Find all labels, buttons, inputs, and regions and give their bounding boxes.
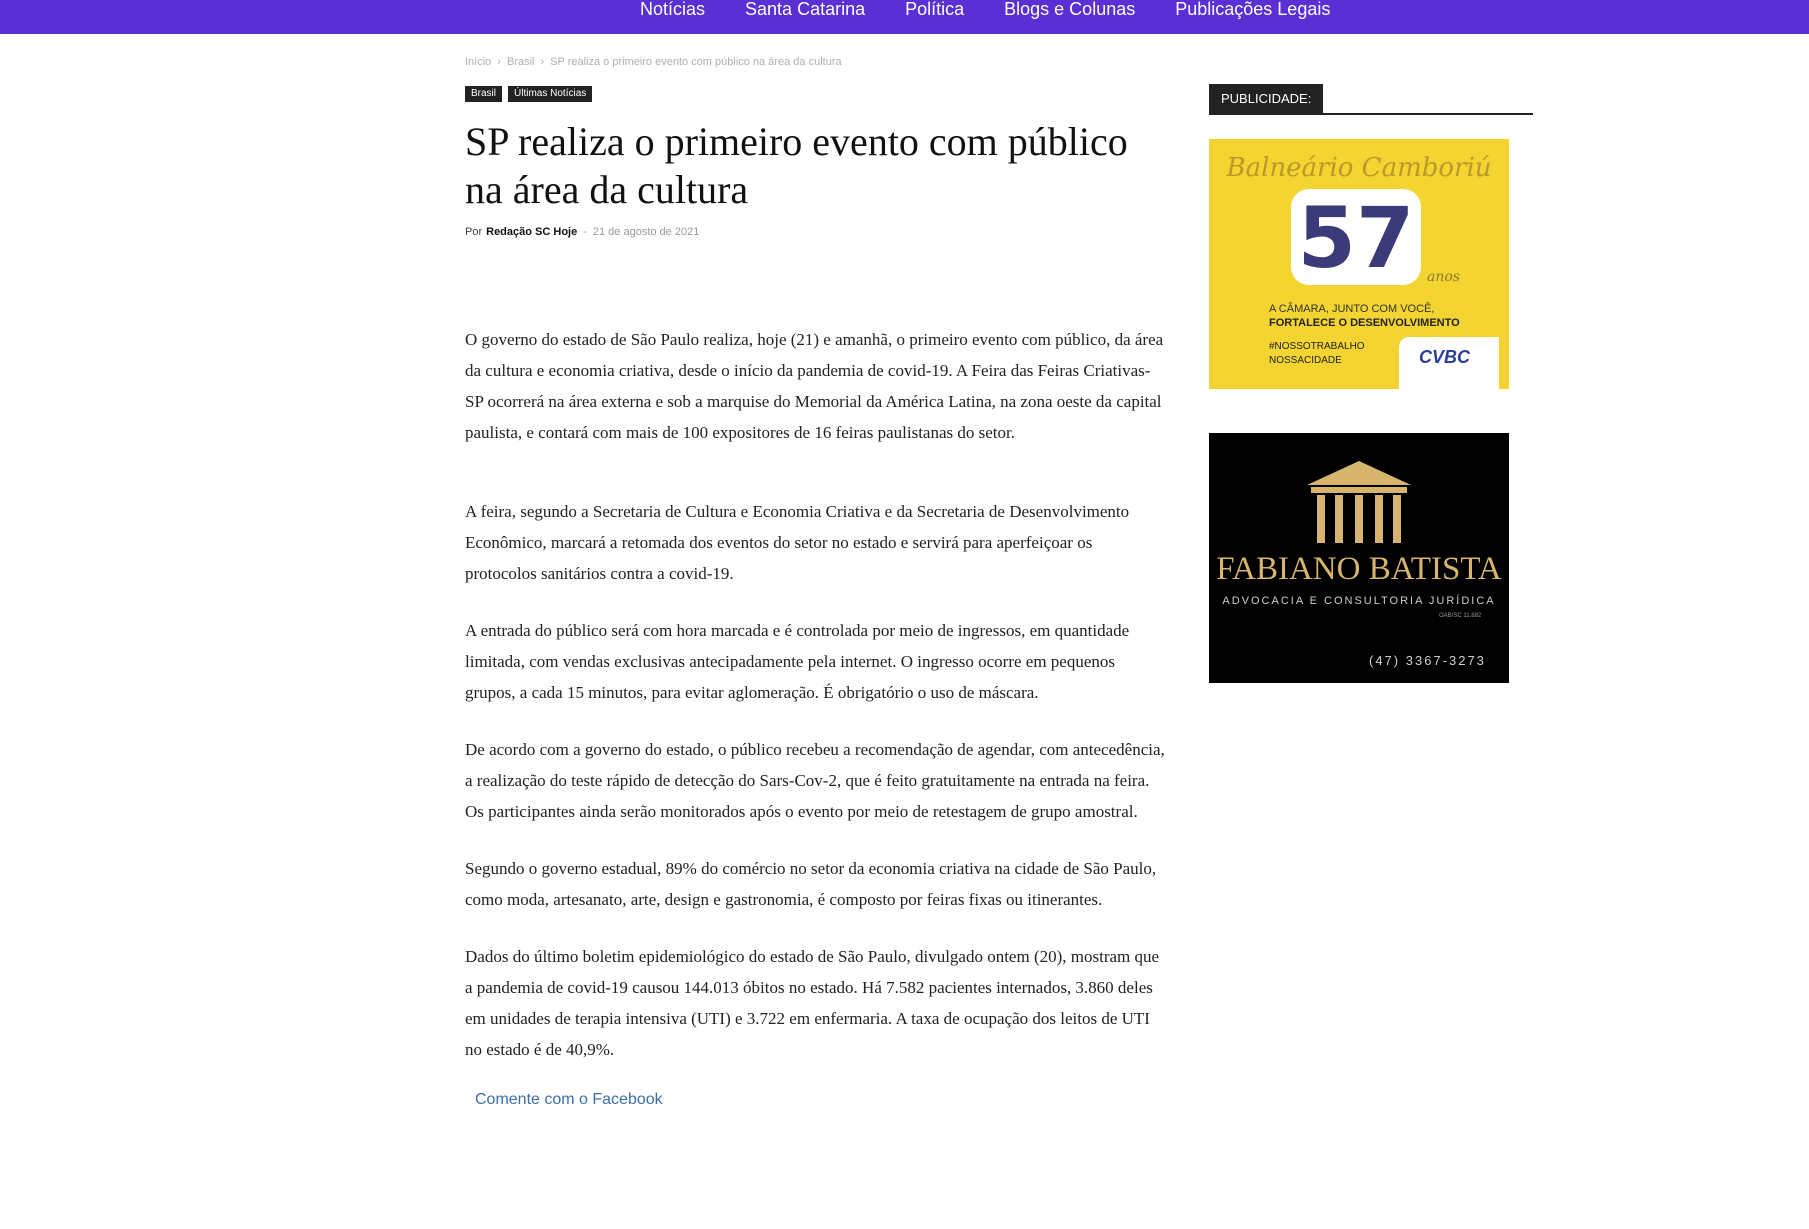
facebook-comments-link[interactable]: Comente com o Facebook <box>475 1091 663 1108</box>
category-tags <box>465 86 1165 102</box>
breadcrumb <box>465 56 1165 72</box>
cvbc-logo <box>1399 337 1499 389</box>
nav-item-santa-catarina[interactable]: Santa Catarina <box>745 0 866 19</box>
ad-fabiano-batista[interactable] <box>1209 433 1509 683</box>
page-title: SP realiza o primeiro evento com público na área da cultura <box>465 119 1128 212</box>
nav-item-noticias[interactable]: Notícias <box>640 0 706 19</box>
article-paragraph: Dados do último boletim epidemiológico do estado de São Paulo, divulgado ontem (20), mostram que a pandemia de covid-19 causou 144.013 óbitos no estado. Há 7.582 pacientes internados, 3.860 deles em unidades de terapia intensiva (UTI) e 3.722 em enfermaria. A taxa de ocupação dos leitos de UTI no estado é de 40,9%. <box>465 947 1160 1059</box>
tag-ultimas-noticias[interactable]: Últimas Notícias <box>508 86 592 102</box>
article-paragraph: A feira, segundo a Secretaria de Cultura e Economia Criativa e da Secretaria de Desenvolvimento Econômico, marcará a retomada dos eventos do setor no estado e servirá para aperfeiçoar os protocolos sanitários contra a covid-19. <box>465 502 1130 583</box>
ad1-line3: #NOSSOTRABALHO <box>1269 341 1365 352</box>
nav-item-blogs-colunas[interactable]: Blogs e Colunas <box>1004 0 1136 19</box>
breadcrumb-separator: › <box>497 56 501 68</box>
article-paragraph: Segundo o governo estadual, 89% do comércio no setor da economia criativa na cidade de São Paulo, como moda, artesanato, arte, design e gastronomia, é composto por feiras fixas ou itinerantes. <box>465 859 1157 909</box>
author-link[interactable]: Redação SC Hoje <box>486 226 578 238</box>
publicidade-label: PUBLICIDADE: <box>1209 84 1323 113</box>
publish-date: 21 de agosto de 2021 <box>592 226 700 238</box>
breadcrumb-home[interactable]: Início <box>465 56 492 68</box>
nav-item-politica[interactable]: Política <box>905 0 965 19</box>
nav-menu <box>640 0 1330 20</box>
top-nav <box>0 0 1809 34</box>
byline-prefix: Por <box>465 226 483 238</box>
ad2-subtitle: ADVOCACIA E CONSULTORIA JURÍDICA <box>1222 595 1496 607</box>
ad1-line4: NOSSACIDADE <box>1269 355 1342 366</box>
ad2-phone: (47) 3367-3273 <box>1369 653 1486 668</box>
ad2-oab: OAB/SC 11.882 <box>1439 613 1482 619</box>
sidebar <box>1209 84 1533 683</box>
ad2-name: FABIANO BATISTA <box>1216 551 1502 587</box>
temple-icon <box>1305 459 1413 547</box>
breadcrumb-section[interactable]: Brasil <box>506 56 535 68</box>
article-paragraph: De acordo com a governo do estado, o público recebeu a recomendação de agendar, com antecedência, a realização do teste rápido de detecção do Sars-Cov-2, que é feito gratuitamente na entrada na feira. Os participantes ainda serão monitorados após o evento por meio de retestagem de grupo amostral. <box>465 740 1165 821</box>
ad1-line1: A CÂMARA, JUNTO COM VOCÊ, <box>1269 303 1435 315</box>
byline <box>465 226 1165 238</box>
ad1-line2: FORTALECE O DESENVOLVIMENTO <box>1269 317 1460 329</box>
breadcrumb-separator: › <box>540 56 545 68</box>
byline-dash: - <box>583 226 587 238</box>
breadcrumb-current: SP realiza o primeiro evento com público na área da cultura <box>550 56 842 68</box>
ad1-anos: anos <box>1427 269 1460 285</box>
article-paragraph: A entrada do público será com hora marcada e é controlada por meio de ingressos, em quantidade limitada, com vendas exclusivas antecipadamente pela internet. O ingresso ocorre em pequenos grupos, a cada 15 minutos, para evitar aglomeração. É obrigatório o uso de máscara. <box>465 621 1130 702</box>
ad-camara-balneario[interactable] <box>1209 139 1509 389</box>
tag-brasil[interactable]: Brasil <box>465 86 502 102</box>
article-body <box>465 324 1165 1065</box>
article-column <box>465 56 1165 1109</box>
nav-item-publicacoes-legais[interactable]: Publicações Legais <box>1175 0 1331 19</box>
cvbc-logo-text: CVBC <box>1419 347 1471 367</box>
ad1-number-badge <box>1291 189 1421 285</box>
article-paragraph: O governo do estado de São Paulo realiza, hoje (21) e amanhã, o primeiro evento com público, da área da cultura e economia criativa, desde o início da pandemia de covid-19. A Feira das Feiras Criativas-SP ocorrerá na área externa e sob a marquise do Memorial da América Latina, na zona oeste da capital paulista, e contará com mais de 100 expositores de 16 feiras paulistanas do setor. <box>465 330 1164 442</box>
ad1-script-title: Balneário Camboriú <box>1226 153 1492 183</box>
ad1-number: 57 <box>1297 189 1415 287</box>
sidebar-heading <box>1209 84 1533 115</box>
